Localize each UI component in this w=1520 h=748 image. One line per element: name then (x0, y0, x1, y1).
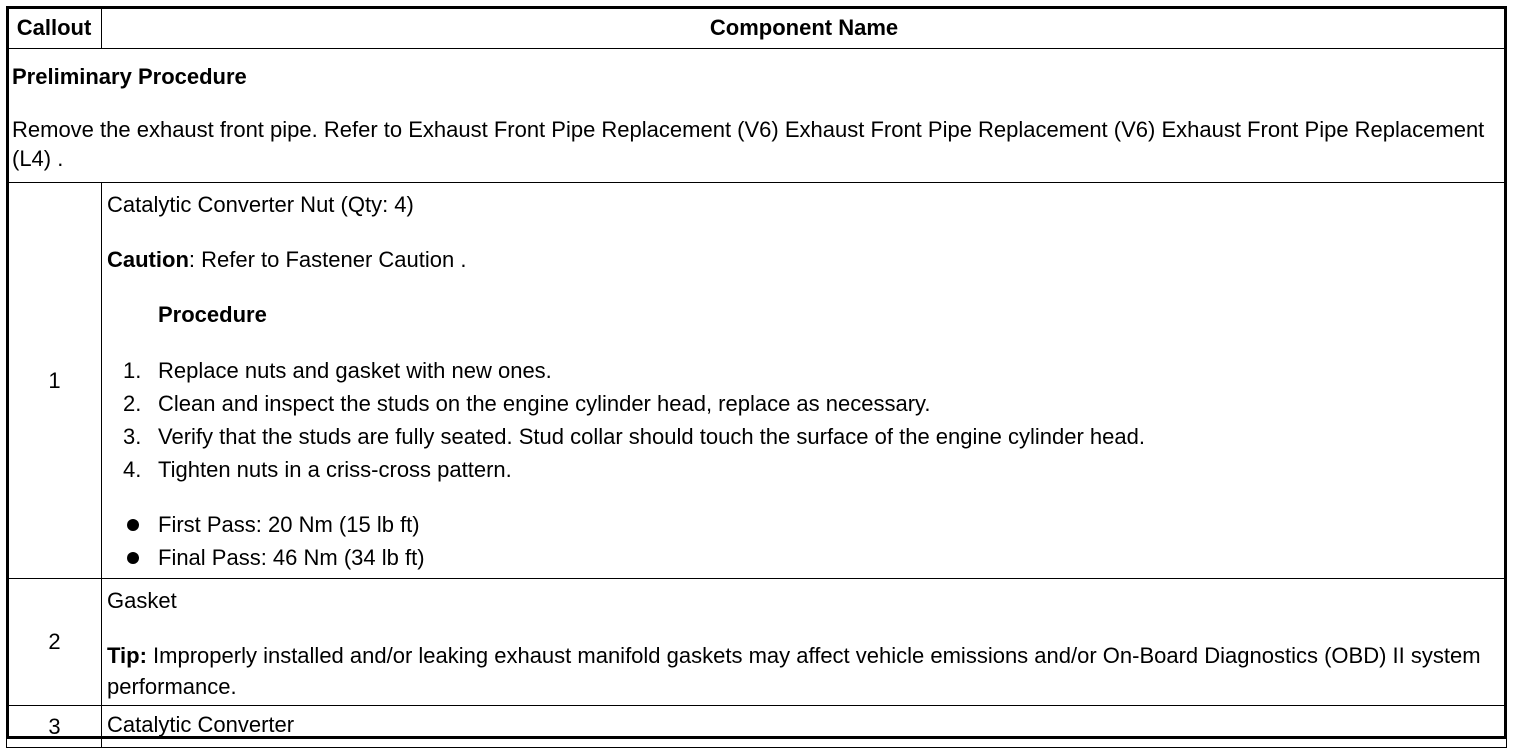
component-name-column-header: Component Name (102, 7, 1507, 49)
step-number: 4. (123, 457, 142, 482)
callout-number: 3 (7, 706, 102, 748)
callout-number: 2 (7, 579, 102, 706)
torque-spec-text: Final Pass: 46 Nm (34 lb ft) (158, 545, 425, 570)
step-text: Tighten nuts in a criss-cross pattern. (158, 457, 512, 482)
step-number: 2. (123, 391, 142, 416)
preliminary-text: Remove the exhaust front pipe. Refer to Exhaust Front Pipe Replacement (V6) Exhaust Front Pipe Replacement (V6) Exhaust Front Pipe Replacement (L4) . (12, 117, 1485, 171)
step-text: Replace nuts and gasket with new ones. (158, 358, 552, 383)
tip-text: Improperly installed and/or leaking exhaust manifold gaskets may affect vehicle emissions and/or On-Board Diagnostics (OBD) II system performance. (107, 643, 1481, 699)
callout-column-header: Callout (7, 7, 102, 49)
step-number: 1. (123, 358, 142, 383)
table-outer-border (6, 6, 1507, 739)
component-name: Catalytic Converter Nut (Qty: 4) (107, 192, 414, 217)
torque-spec-text: First Pass: 20 Nm (15 lb ft) (158, 512, 420, 537)
step-text: Verify that the studs are fully seated. Stud collar should touch the surface of the engine cylinder head. (158, 424, 1145, 449)
callout-number: 1 (7, 183, 102, 579)
step-number: 3. (123, 424, 142, 449)
caution-label: Caution (107, 247, 189, 272)
procedure-title: Procedure (158, 302, 267, 327)
component-name: Catalytic Converter (107, 712, 295, 737)
caution-text: : Refer to Fastener Caution . (188, 247, 467, 272)
component-name: Gasket (107, 588, 177, 613)
preliminary-heading: Preliminary Procedure (12, 64, 247, 89)
step-text: Clean and inspect the studs on the engine cylinder head, replace as necessary. (158, 391, 931, 416)
tip-label: Tip: (107, 643, 147, 668)
